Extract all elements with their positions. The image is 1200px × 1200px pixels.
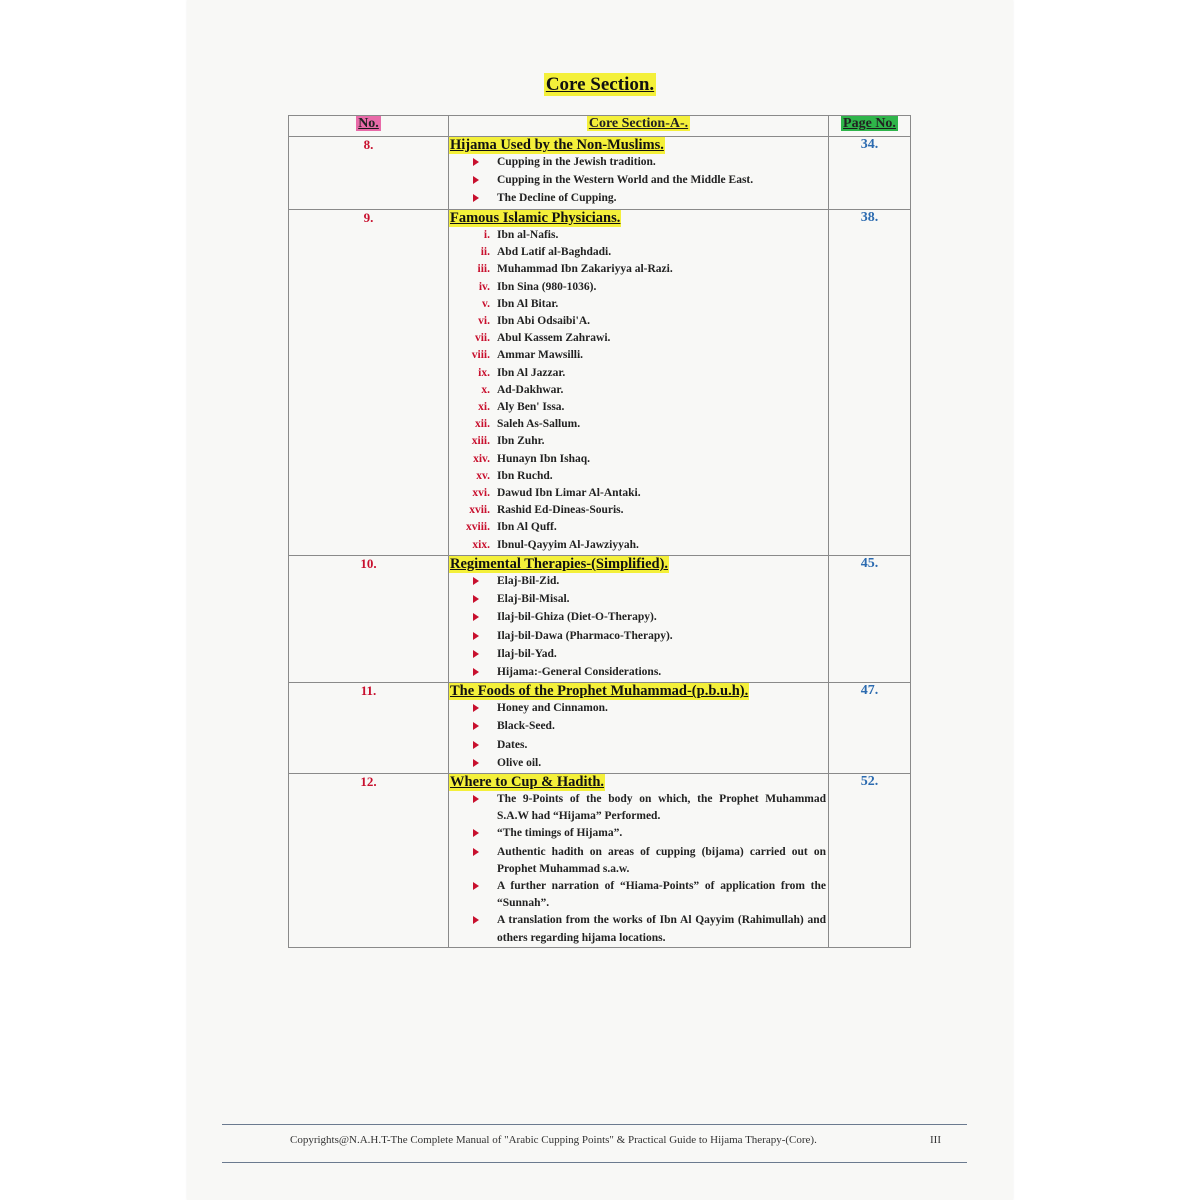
- list-item: [449, 573, 828, 591]
- roman-numeral: xvi.: [472, 487, 490, 500]
- arrow-bullet-icon: [473, 613, 479, 621]
- roman-numeral: xiii.: [471, 435, 490, 448]
- list-item: [449, 609, 828, 627]
- item-text: Ibn al-Nafis.: [497, 229, 559, 241]
- arrow-bullet-icon: [473, 650, 479, 658]
- item-text: Ibnul-Qayyim Al-Jawziyyah.: [497, 538, 639, 551]
- list-item: [449, 755, 828, 773]
- list-item: [449, 791, 828, 825]
- list-item: [449, 313, 828, 330]
- list-item: [449, 172, 828, 190]
- item-text: Ibn Al Quff.: [497, 521, 557, 534]
- row-number: 11.: [289, 683, 449, 774]
- arrow-bullet-icon: [473, 595, 479, 603]
- list-item: [449, 468, 828, 485]
- row-section: [449, 683, 829, 774]
- header-page: Page No.: [829, 116, 911, 137]
- arrow-bullet-icon: [473, 882, 479, 890]
- list-item: [449, 844, 828, 878]
- row-page-number: 52.: [829, 774, 911, 948]
- item-text: Hunayn Ibn Ishaq.: [497, 452, 591, 465]
- arrow-bullet-icon: [473, 158, 479, 166]
- list-item: [449, 190, 828, 208]
- roman-numeral: xiv.: [473, 452, 490, 465]
- arrow-bullet-icon: [473, 759, 479, 767]
- list-item: [449, 628, 828, 646]
- arrow-bullet-icon: [473, 722, 479, 730]
- roman-numeral: ix.: [478, 366, 490, 379]
- item-text: Saleh As-Sallum.: [497, 418, 581, 431]
- list-item: [449, 537, 828, 554]
- arrow-bullet-icon: [473, 632, 479, 640]
- toc-header-row: [289, 116, 911, 137]
- list-item: [449, 519, 828, 536]
- roman-numeral: vii.: [474, 332, 490, 345]
- roman-numeral: iv.: [478, 280, 490, 293]
- arrow-bullet-icon: [473, 829, 479, 837]
- list-item: [449, 718, 828, 736]
- footer-divider-top: [222, 1124, 967, 1125]
- list-item: [449, 451, 828, 468]
- list-item: [449, 399, 828, 416]
- row-section: [449, 210, 829, 556]
- arrow-bullet-icon: [473, 194, 479, 202]
- roman-numeral: xii.: [474, 418, 490, 431]
- toc-row: [289, 683, 911, 774]
- list-item: [449, 296, 828, 313]
- row-section: [449, 137, 829, 210]
- list-item: [449, 382, 828, 399]
- item-text: Olive oil.: [497, 756, 542, 769]
- page-title: Core Section.: [545, 74, 655, 95]
- header-no: No.: [289, 116, 449, 137]
- arrow-bullet-icon: [473, 741, 479, 749]
- arrow-bullet-icon: [473, 848, 479, 856]
- section-items: [449, 573, 828, 682]
- item-text: The Decline of Cupping.: [497, 192, 617, 205]
- row-section: [449, 556, 829, 683]
- item-text: Abul Kassem Zahrawi.: [497, 332, 611, 345]
- item-text: Ibn Al Bitar.: [497, 297, 559, 310]
- list-item: [449, 664, 828, 682]
- footer-copyright: Copyrights@N.A.H.T-The Complete Manual of "Arabic Cupping Points" & Practical Guide to Hijama Therapy-(Core).: [290, 1134, 817, 1146]
- list-item: [449, 416, 828, 433]
- list-item: [449, 737, 828, 755]
- row-number: 8.: [289, 137, 449, 210]
- roman-numeral: xviii.: [466, 521, 490, 534]
- row-page-number: 47.: [829, 683, 911, 774]
- item-text: Dawud Ibn Limar Al-Antaki.: [497, 487, 641, 500]
- row-page-number: 38.: [829, 210, 911, 556]
- item-text: Muhammad Ibn Zakariyya al-Razi.: [497, 263, 673, 276]
- row-number: 12.: [289, 774, 449, 948]
- item-text: Ibn Abi Odsaibi'A.: [497, 315, 591, 328]
- item-text: The 9-Points of the body on which, the Prophet Muhammad S.A.W had “Hijama” Performed.: [497, 793, 826, 823]
- list-item: [449, 700, 828, 718]
- row-number: 10.: [289, 556, 449, 683]
- roman-numeral: viii.: [471, 349, 490, 362]
- list-item: [449, 347, 828, 364]
- section-items: [449, 227, 828, 554]
- arrow-bullet-icon: [473, 577, 479, 585]
- toc-table: [288, 115, 911, 948]
- item-text: Ilaj-bil-Yad.: [497, 647, 557, 660]
- list-item: [449, 646, 828, 664]
- list-item: [449, 878, 828, 912]
- roman-numeral: ii.: [480, 246, 490, 259]
- list-item: [449, 825, 828, 843]
- row-number: 9.: [289, 210, 449, 556]
- roman-numeral: xvii.: [469, 504, 490, 517]
- item-text: Cupping in the Jewish tradition.: [497, 156, 656, 168]
- footer-page-number: III: [930, 1134, 941, 1146]
- row-section: [449, 774, 829, 948]
- roman-numeral: xv.: [476, 469, 490, 482]
- roman-numeral: x.: [481, 383, 490, 396]
- list-item: [449, 365, 828, 382]
- item-text: Honey and Cinnamon.: [497, 702, 608, 715]
- list-item: [449, 591, 828, 609]
- item-text: Ibn Sina (980-1036).: [497, 280, 597, 293]
- arrow-bullet-icon: [473, 668, 479, 676]
- item-text: “The timings of Hijama”.: [497, 827, 623, 840]
- list-item: [449, 261, 828, 278]
- item-text: Ammar Mawsilli.: [497, 349, 584, 362]
- item-text: Authentic hadith on areas of cupping (bijama) carried out on Prophet Muhammad s.a.w.: [497, 845, 826, 875]
- section-title: The Foods of the Prophet Muhammad-(p.b.u.h).: [450, 683, 749, 700]
- section-items: [449, 791, 828, 947]
- roman-numeral: xi.: [478, 401, 490, 414]
- toc-row: [289, 210, 911, 556]
- item-text: Ibn Zuhr.: [497, 435, 545, 448]
- list-item: [449, 244, 828, 261]
- item-text: Ilaj-bil-Dawa (Pharmaco-Therapy).: [497, 629, 673, 642]
- toc-row: [289, 137, 911, 210]
- roman-numeral: xix.: [472, 538, 490, 551]
- item-text: Hijama:-General Considerations.: [497, 666, 662, 679]
- list-item: [449, 912, 828, 946]
- roman-numeral: v.: [482, 297, 490, 310]
- toc-row: [289, 556, 911, 683]
- list-item: [449, 433, 828, 450]
- item-text: Rashid Ed-Dineas-Souris.: [497, 504, 624, 517]
- item-text: Elaj-Bil-Zid.: [497, 575, 560, 587]
- roman-numeral: iii.: [477, 263, 490, 276]
- arrow-bullet-icon: [473, 795, 479, 803]
- list-item: [449, 279, 828, 296]
- footer-divider-bottom: [222, 1162, 967, 1163]
- list-item: [449, 502, 828, 519]
- arrow-bullet-icon: [473, 916, 479, 924]
- item-text: Ad-Dakhwar.: [497, 383, 564, 396]
- section-title: Where to Cup & Hadith.: [450, 774, 605, 791]
- item-text: A translation from the works of Ibn Al Qayyim (Rahimullah) and others regarding hijama locations.: [497, 914, 826, 944]
- toc-row: [289, 774, 911, 948]
- roman-numeral: vi.: [478, 315, 490, 328]
- item-text: Aly Ben' Issa.: [497, 401, 565, 414]
- header-section: Core Section-A-.: [449, 116, 829, 137]
- item-text: Ilaj-bil-Ghiza (Diet-O-Therapy).: [497, 611, 657, 624]
- item-text: Ibn Al Jazzar.: [497, 366, 566, 379]
- item-text: Black-Seed.: [497, 720, 555, 733]
- section-title: Famous Islamic Physicians.: [450, 210, 621, 226]
- row-page-number: 45.: [829, 556, 911, 683]
- list-item: [449, 154, 828, 172]
- section-title: Regimental Therapies-(Simplified).: [450, 556, 669, 572]
- section-items: [449, 154, 828, 209]
- row-page-number: 34.: [829, 137, 911, 210]
- list-item: [449, 485, 828, 502]
- roman-numeral: i.: [483, 229, 490, 241]
- arrow-bullet-icon: [473, 704, 479, 712]
- item-text: Abd Latif al-Baghdadi.: [497, 246, 612, 259]
- list-item: [449, 227, 828, 244]
- section-title: Hijama Used by the Non-Muslims.: [450, 137, 664, 153]
- item-text: Dates.: [497, 738, 528, 751]
- arrow-bullet-icon: [473, 176, 479, 184]
- section-items: [449, 700, 828, 773]
- item-text: Cupping in the Western World and the Middle East.: [497, 174, 754, 187]
- item-text: Ibn Ruchd.: [497, 469, 553, 482]
- list-item: [449, 330, 828, 347]
- item-text: A further narration of “Hiama-Points” of application from the “Sunnah”.: [497, 880, 826, 910]
- item-text: Elaj-Bil-Misal.: [497, 593, 570, 606]
